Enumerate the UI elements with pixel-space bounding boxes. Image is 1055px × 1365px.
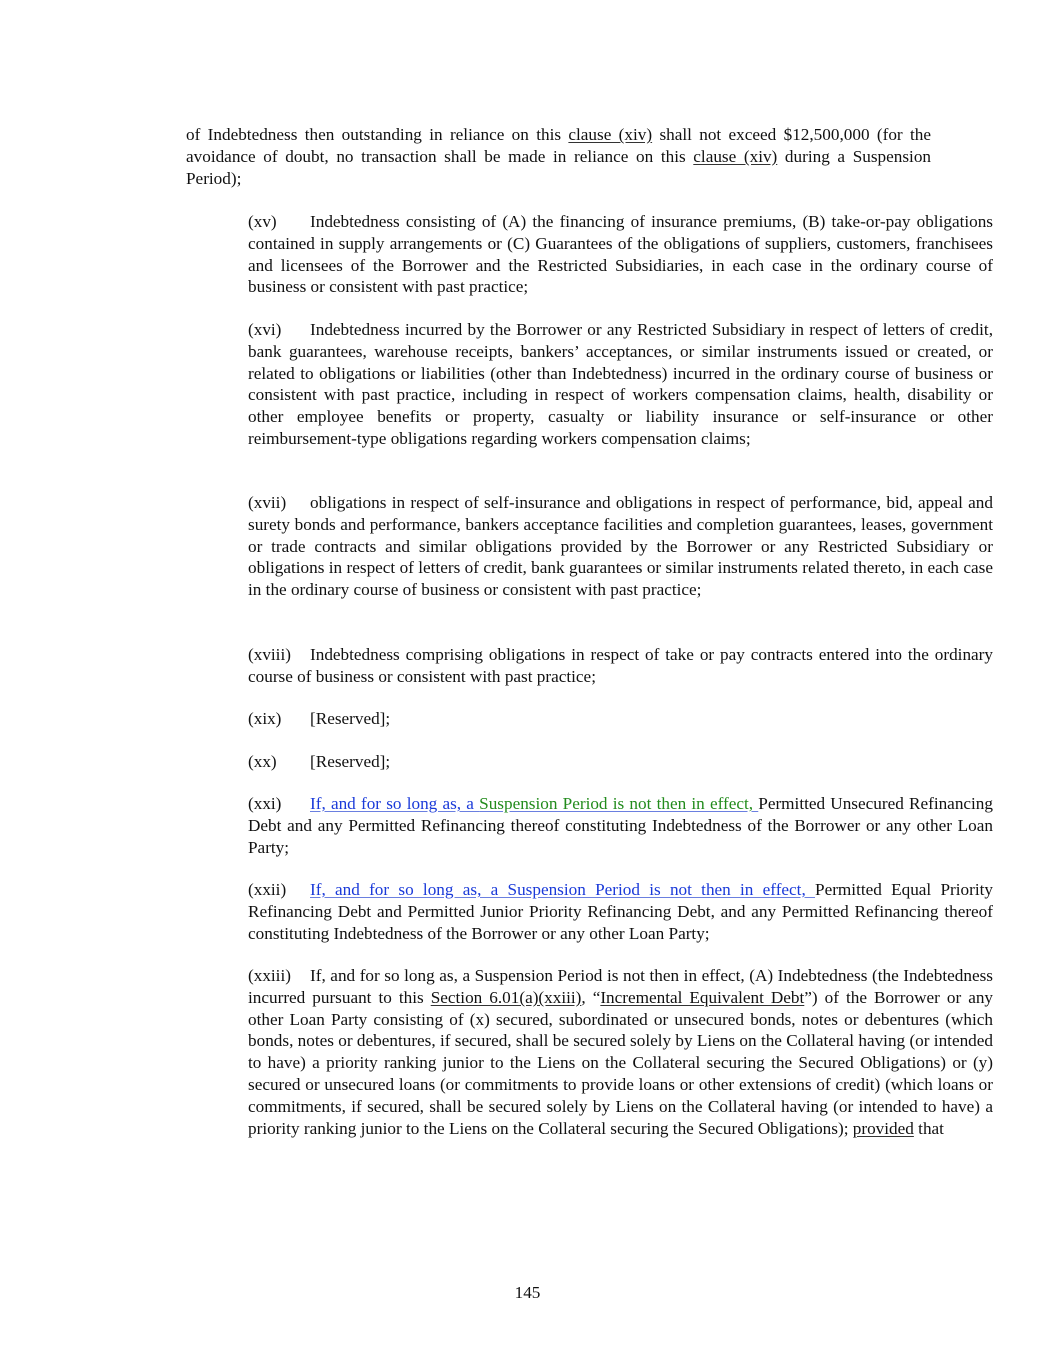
defined-term: Incremental Equivalent Debt	[600, 987, 805, 1007]
section-reference: Section 6.01(a)(xxiii)	[430, 987, 582, 1007]
paragraph-xxi	[186, 793, 993, 858]
clause-text: Permitted Equal Priority Refinancing Debt and Permitted Junior Priority Refinancing Debt, and any Permitted Refinancing thereof constituting Indebtedness of the Borrower or any other Loan Party;	[248, 880, 993, 943]
tracked-insertion: If, and for so long as, a Suspension Period is not then in effect,	[310, 880, 816, 899]
paragraph-xxiii	[186, 965, 993, 1139]
defined-term: provided	[852, 1118, 914, 1138]
tracked-insertion: If, and for so long as, a	[310, 794, 480, 813]
clause-number: (xxii)	[248, 880, 287, 899]
clause-reference: clause (xiv)	[568, 125, 653, 144]
clause-text: obligations in respect of self-insurance and obligations in respect of performance, bid, appeal and surety bonds and performance, bankers acceptance facilities and completion guarantees, leases, government or trade contracts and similar obligations provided by the Borrower or any Restricted Subsidiary or obligations in respect of letters of credit, bank guarantees or similar instruments related thereto, in each case in the ordinary course of business or consistent with past practice;	[248, 493, 993, 600]
paragraph-xxii	[186, 879, 993, 944]
clause-reference: clause (xiv)	[693, 146, 778, 166]
clause-number: (xx)	[248, 752, 277, 771]
paragraph-xviii	[186, 644, 993, 688]
clause-number: (xxiii)	[248, 966, 291, 985]
clause-text: Indebtedness comprising obligations in respect of take or pay contracts entered into the ordinary course of business or consistent with past practice;	[248, 645, 993, 686]
text-run: during a Suspension Period);	[186, 146, 932, 188]
page-number: 145	[514, 1283, 541, 1302]
tracked-insertion: Suspension Period is not then in effect,	[479, 794, 759, 813]
paragraph-xiv-continuation	[186, 124, 931, 189]
text-run: shall not exceed $12,500,000 (for the avoidance of doubt, no transaction shall be made in reliance on this	[186, 125, 931, 166]
text-run: ”) of the Borrower or any other Loan Party consisting of (x) secured, subordinated or unsecured bonds, notes or debentures (which bonds, notes or debentures, if secured, shall be secured solely by Liens on the Collateral having (or intended to have) a priority ranking junior to the Liens on the Collateral securing the Secured Obligations) or (y) secured or unsecured loans (or commitments to provide loans or other extensions of credit) (which loans or commitments, if secured, shall be secured solely by Liens on the Collateral having (or intended to have) a priority ranking junior to the Liens on the Collateral securing the Secured Obligations);	[248, 987, 994, 1138]
paragraph-xv	[186, 211, 993, 298]
text-run: , “	[581, 987, 601, 1007]
clause-text: [Reserved];	[310, 709, 391, 728]
text-run: of Indebtedness then outstanding in reliance on this	[186, 125, 569, 144]
clause-number: (xxi)	[248, 794, 282, 813]
clause-number: (xvii)	[248, 493, 287, 512]
clause-number: (xv)	[248, 212, 277, 231]
clause-text: [Reserved];	[310, 752, 391, 771]
clause-number: (xix)	[248, 709, 282, 728]
clause-number: (xviii)	[248, 645, 291, 664]
paragraph-xvi	[186, 319, 993, 450]
paragraph-xx	[186, 751, 993, 773]
paragraph-xix	[186, 708, 993, 730]
clause-text: Indebtedness incurred by the Borrower or any Restricted Subsidiary in respect of letters of credit, bank guarantees, warehouse receipts, bankers’ acceptances, or similar instruments issued or created, or related to obligations or liabilities (other than Indebtedness) incurred in the ordinary course of business or consistent with past practice, including in respect of workers compensation claims, health, disability or other employee benefits or property, casualty or liability insurance or self-insurance or other reimbursement-type obligations regarding workers compensation claims;	[248, 320, 993, 448]
text-run: that	[913, 1118, 944, 1138]
clause-number: (xvi)	[248, 320, 282, 339]
paragraph-xvii	[186, 492, 993, 601]
clause-text: Permitted Unsecured Refinancing Debt and any Permitted Refinancing thereof constituting Indebtedness of the Borrower or any other Loan Party;	[248, 794, 993, 857]
clause-text: Indebtedness consisting of (A) the financing of insurance premiums, (B) take-or-pay obligations contained in supply arrangements or (C) Guarantees of the obligations of suppliers, customers, franchisees and licensees of the Borrower and the Restricted Subsidiaries, in each case in the ordinary course of business or consistent with past practice;	[248, 212, 993, 297]
text-run: If, and for so long as, a Suspension Period is not then in effect, (A) Indebtedness (the Indebtedness incurred pursuant to this	[248, 966, 993, 1007]
